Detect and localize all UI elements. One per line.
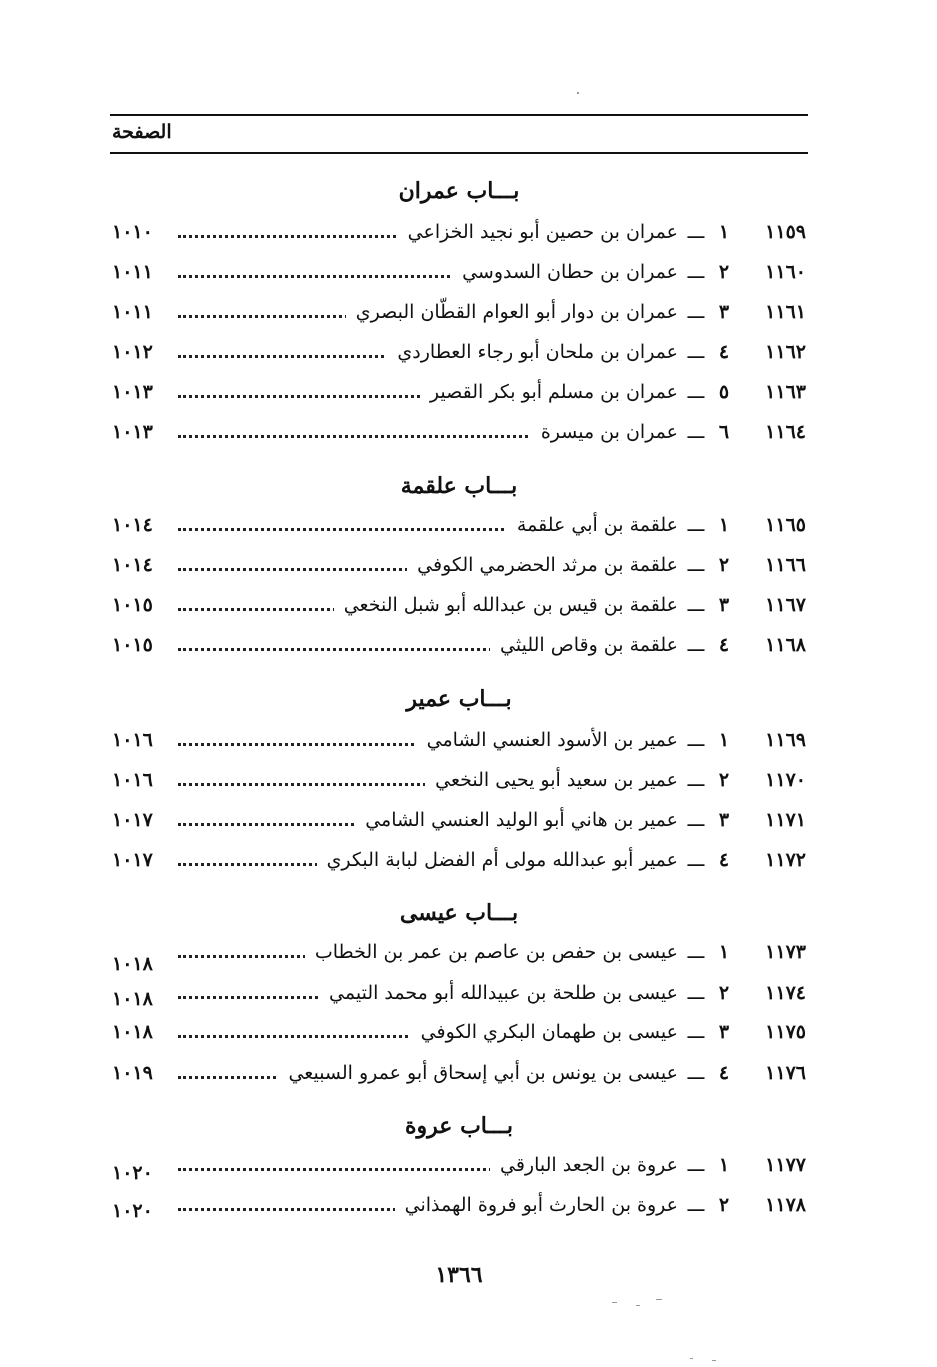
entry-page: ١٠١٢ [112, 341, 153, 363]
entry-number: ١١٦٧ [765, 594, 806, 616]
entry-ordinal: ٤ [718, 849, 730, 871]
entry-page: ١٠١٥ [112, 594, 153, 616]
entry-number: ١١٦٣ [765, 381, 806, 403]
index-entry [112, 1058, 806, 1088]
index-entry [112, 765, 806, 795]
index-entry [112, 510, 806, 540]
entry-name: عروة بن الحارث أبو فروة الهمذاني [395, 1190, 678, 1220]
entry-ordinal: ١ [718, 1154, 730, 1176]
entry-name: عيسى بن طلحة بن عبيدالله أبو محمد التيمي [319, 978, 678, 1008]
entry-dash: ـــ [687, 554, 705, 576]
entry-page: ١٠١٣ [112, 381, 153, 403]
index-entry [112, 725, 806, 755]
entry-ordinal: ٣ [718, 1021, 730, 1043]
entry-ordinal: ٥ [718, 381, 730, 403]
entry-page: ١٠١٤ [112, 514, 153, 536]
entry-ordinal: ١ [718, 941, 730, 963]
entry-dash: ـــ [687, 634, 705, 656]
entry-name: عمران بن حصين أبو نجيد الخزاعي [398, 217, 678, 247]
entry-dash: ـــ [687, 729, 705, 751]
entry-number: ١١٧٦ [765, 1062, 806, 1084]
entry-dash: ـــ [687, 301, 705, 323]
ink-speck [577, 92, 579, 94]
entry-dash: ـــ [687, 421, 705, 443]
entry-dash: ـــ [687, 982, 705, 1004]
ink-speck [636, 1305, 640, 1306]
entry-ordinal: ٢ [718, 1194, 730, 1216]
entry-dash: ـــ [687, 261, 705, 283]
entry-dash: ـــ [687, 221, 705, 243]
entry-name: عمران بن دوار أبو العوام القطّان البصري [346, 297, 678, 327]
entry-number: ١١٧٧ [765, 1154, 806, 1176]
entry-page: ١٠١٦ [112, 729, 153, 751]
index-entry [112, 377, 806, 407]
header-bottom-rule [110, 152, 808, 154]
section-title: بـــاب عروة [405, 1113, 513, 1139]
entry-dash: ـــ [687, 341, 705, 363]
entry-number: ١١٦٠ [765, 261, 806, 283]
entry-page: ١٠١٨ [112, 988, 153, 1010]
entry-dash: ـــ [687, 594, 705, 616]
entry-ordinal: ٤ [718, 341, 730, 363]
entry-name: علقمة بن وقاص الليثي [490, 630, 678, 660]
index-entry [112, 978, 806, 1008]
index-entry [112, 805, 806, 835]
entry-page: ١٠١٠ [112, 221, 153, 243]
index-entry [112, 1150, 806, 1184]
entry-dash: ـــ [687, 849, 705, 871]
section-title: بـــاب علقمة [400, 473, 518, 499]
entry-number: ١١٧٤ [765, 982, 806, 1004]
entry-dash: ـــ [687, 809, 705, 831]
section-title: بـــاب عمران [398, 178, 520, 204]
entry-number: ١١٧٨ [765, 1194, 806, 1216]
page-column-label: الصفحة [112, 121, 172, 143]
index-entry [112, 1017, 806, 1047]
entry-ordinal: ٣ [718, 809, 730, 831]
index-entry [112, 217, 806, 247]
entry-name: عمير بن هاني أبو الوليد العنسي الشامي [355, 805, 678, 835]
entry-dash: ـــ [687, 1021, 705, 1043]
index-entry [112, 630, 806, 660]
entry-dash: ـــ [687, 1154, 705, 1176]
index-entry [112, 937, 806, 975]
entry-ordinal: ٤ [718, 634, 730, 656]
entry-number: ١١٥٩ [765, 221, 806, 243]
header-top-rule [110, 114, 808, 116]
entry-ordinal: ٤ [718, 1062, 730, 1084]
entry-name: عمران بن ميسرة [531, 417, 678, 447]
entry-name: عمير بن الأسود العنسي الشامي [417, 725, 678, 755]
entry-name: عيسى بن حفص بن عاصم بن عمر بن الخطاب [305, 937, 678, 967]
index-entry [112, 845, 806, 875]
entry-page: ١٠١٧ [112, 849, 153, 871]
entry-number: ١١٧٣ [765, 941, 806, 963]
entry-name: عمران بن حطان السدوسي [452, 257, 678, 287]
index-entry [112, 1190, 806, 1220]
entry-name: عمير بن سعيد أبو يحيى النخعي [425, 765, 678, 795]
entry-ordinal: ٢ [718, 769, 730, 791]
entry-page: ١٠١٤ [112, 554, 153, 576]
entry-number: ١١٦٩ [765, 729, 806, 751]
entry-page: ١٠١٧ [112, 809, 153, 831]
index-entry [112, 417, 806, 447]
section-title: بـــاب عمير [406, 686, 512, 712]
entry-name: عروة بن الجعد البارقي [490, 1150, 678, 1180]
entry-ordinal: ١ [718, 221, 730, 243]
index-entry [112, 257, 806, 287]
entry-ordinal: ٢ [718, 982, 730, 1004]
entry-ordinal: ١ [718, 514, 730, 536]
page-number: ١٣٦٦ [435, 1262, 483, 1288]
entry-page: ١٠١١ [112, 301, 153, 323]
entry-number: ١١٦١ [765, 301, 806, 323]
entry-name: عمير أبو عبدالله مولى أم الفضل لبابة البكري [317, 845, 678, 875]
entry-number: ١١٦٨ [765, 634, 806, 656]
entry-number: ١١٧١ [765, 809, 806, 831]
entry-ordinal: ٣ [718, 594, 730, 616]
entry-page: ١٠١٨ [112, 1021, 153, 1043]
entry-name: عمران بن ملحان أبو رجاء العطاردي [387, 337, 678, 367]
entry-page: ١٠١٣ [112, 421, 153, 443]
entry-ordinal: ٦ [718, 421, 730, 443]
entry-name: عيسى بن طهمان البكري الكوفي [411, 1017, 678, 1047]
ink-speck [690, 1358, 693, 1359]
entry-dash: ـــ [687, 381, 705, 403]
entry-ordinal: ٢ [718, 261, 730, 283]
entry-dash: ـــ [687, 514, 705, 536]
entry-ordinal: ١ [718, 729, 730, 751]
entry-page: ١٠٢٠ [112, 1200, 153, 1222]
index-entry [112, 550, 806, 580]
entry-page: ١٠١٥ [112, 634, 153, 656]
entry-page: ١٠١١ [112, 261, 153, 283]
entry-name: عيسى بن يونس بن أبي إسحاق أبو عمرو السبيعي [278, 1058, 678, 1088]
entry-ordinal: ٣ [718, 301, 730, 323]
index-entry [112, 297, 806, 327]
entry-ordinal: ٢ [718, 554, 730, 576]
entry-number: ١١٧٠ [765, 769, 806, 791]
entry-dash: ـــ [687, 941, 705, 963]
index-entry [112, 337, 806, 367]
entry-number: ١١٦٢ [765, 341, 806, 363]
entry-page: ١٠١٨ [112, 953, 153, 975]
entry-number: ١١٦٤ [765, 421, 806, 443]
entry-number: ١١٧٢ [765, 849, 806, 871]
entry-page: ١٠١٦ [112, 769, 153, 791]
ink-speck [612, 1302, 617, 1303]
entry-name: عمران بن مسلم أبو بكر القصير [420, 377, 678, 407]
entry-name: علقمة بن مرثد الحضرمي الكوفي [407, 550, 678, 580]
entry-dash: ـــ [687, 769, 705, 791]
entry-dash: ـــ [687, 1062, 705, 1084]
entry-dash: ـــ [687, 1194, 705, 1216]
index-entry [112, 590, 806, 620]
entry-name: علقمة بن أبي علقمة [507, 510, 678, 540]
entry-number: ١١٦٦ [765, 554, 806, 576]
entry-page: ١٠١٩ [112, 1062, 153, 1084]
ink-speck [712, 1360, 716, 1361]
entry-number: ١١٧٥ [765, 1021, 806, 1043]
section-title: بـــاب عيسى [399, 900, 519, 926]
ink-speck [656, 1299, 662, 1300]
entry-name: علقمة بن قيس بن عبدالله أبو شبل النخعي [334, 590, 678, 620]
entry-number: ١١٦٥ [765, 514, 806, 536]
entry-page: ١٠٢٠ [112, 1162, 153, 1184]
